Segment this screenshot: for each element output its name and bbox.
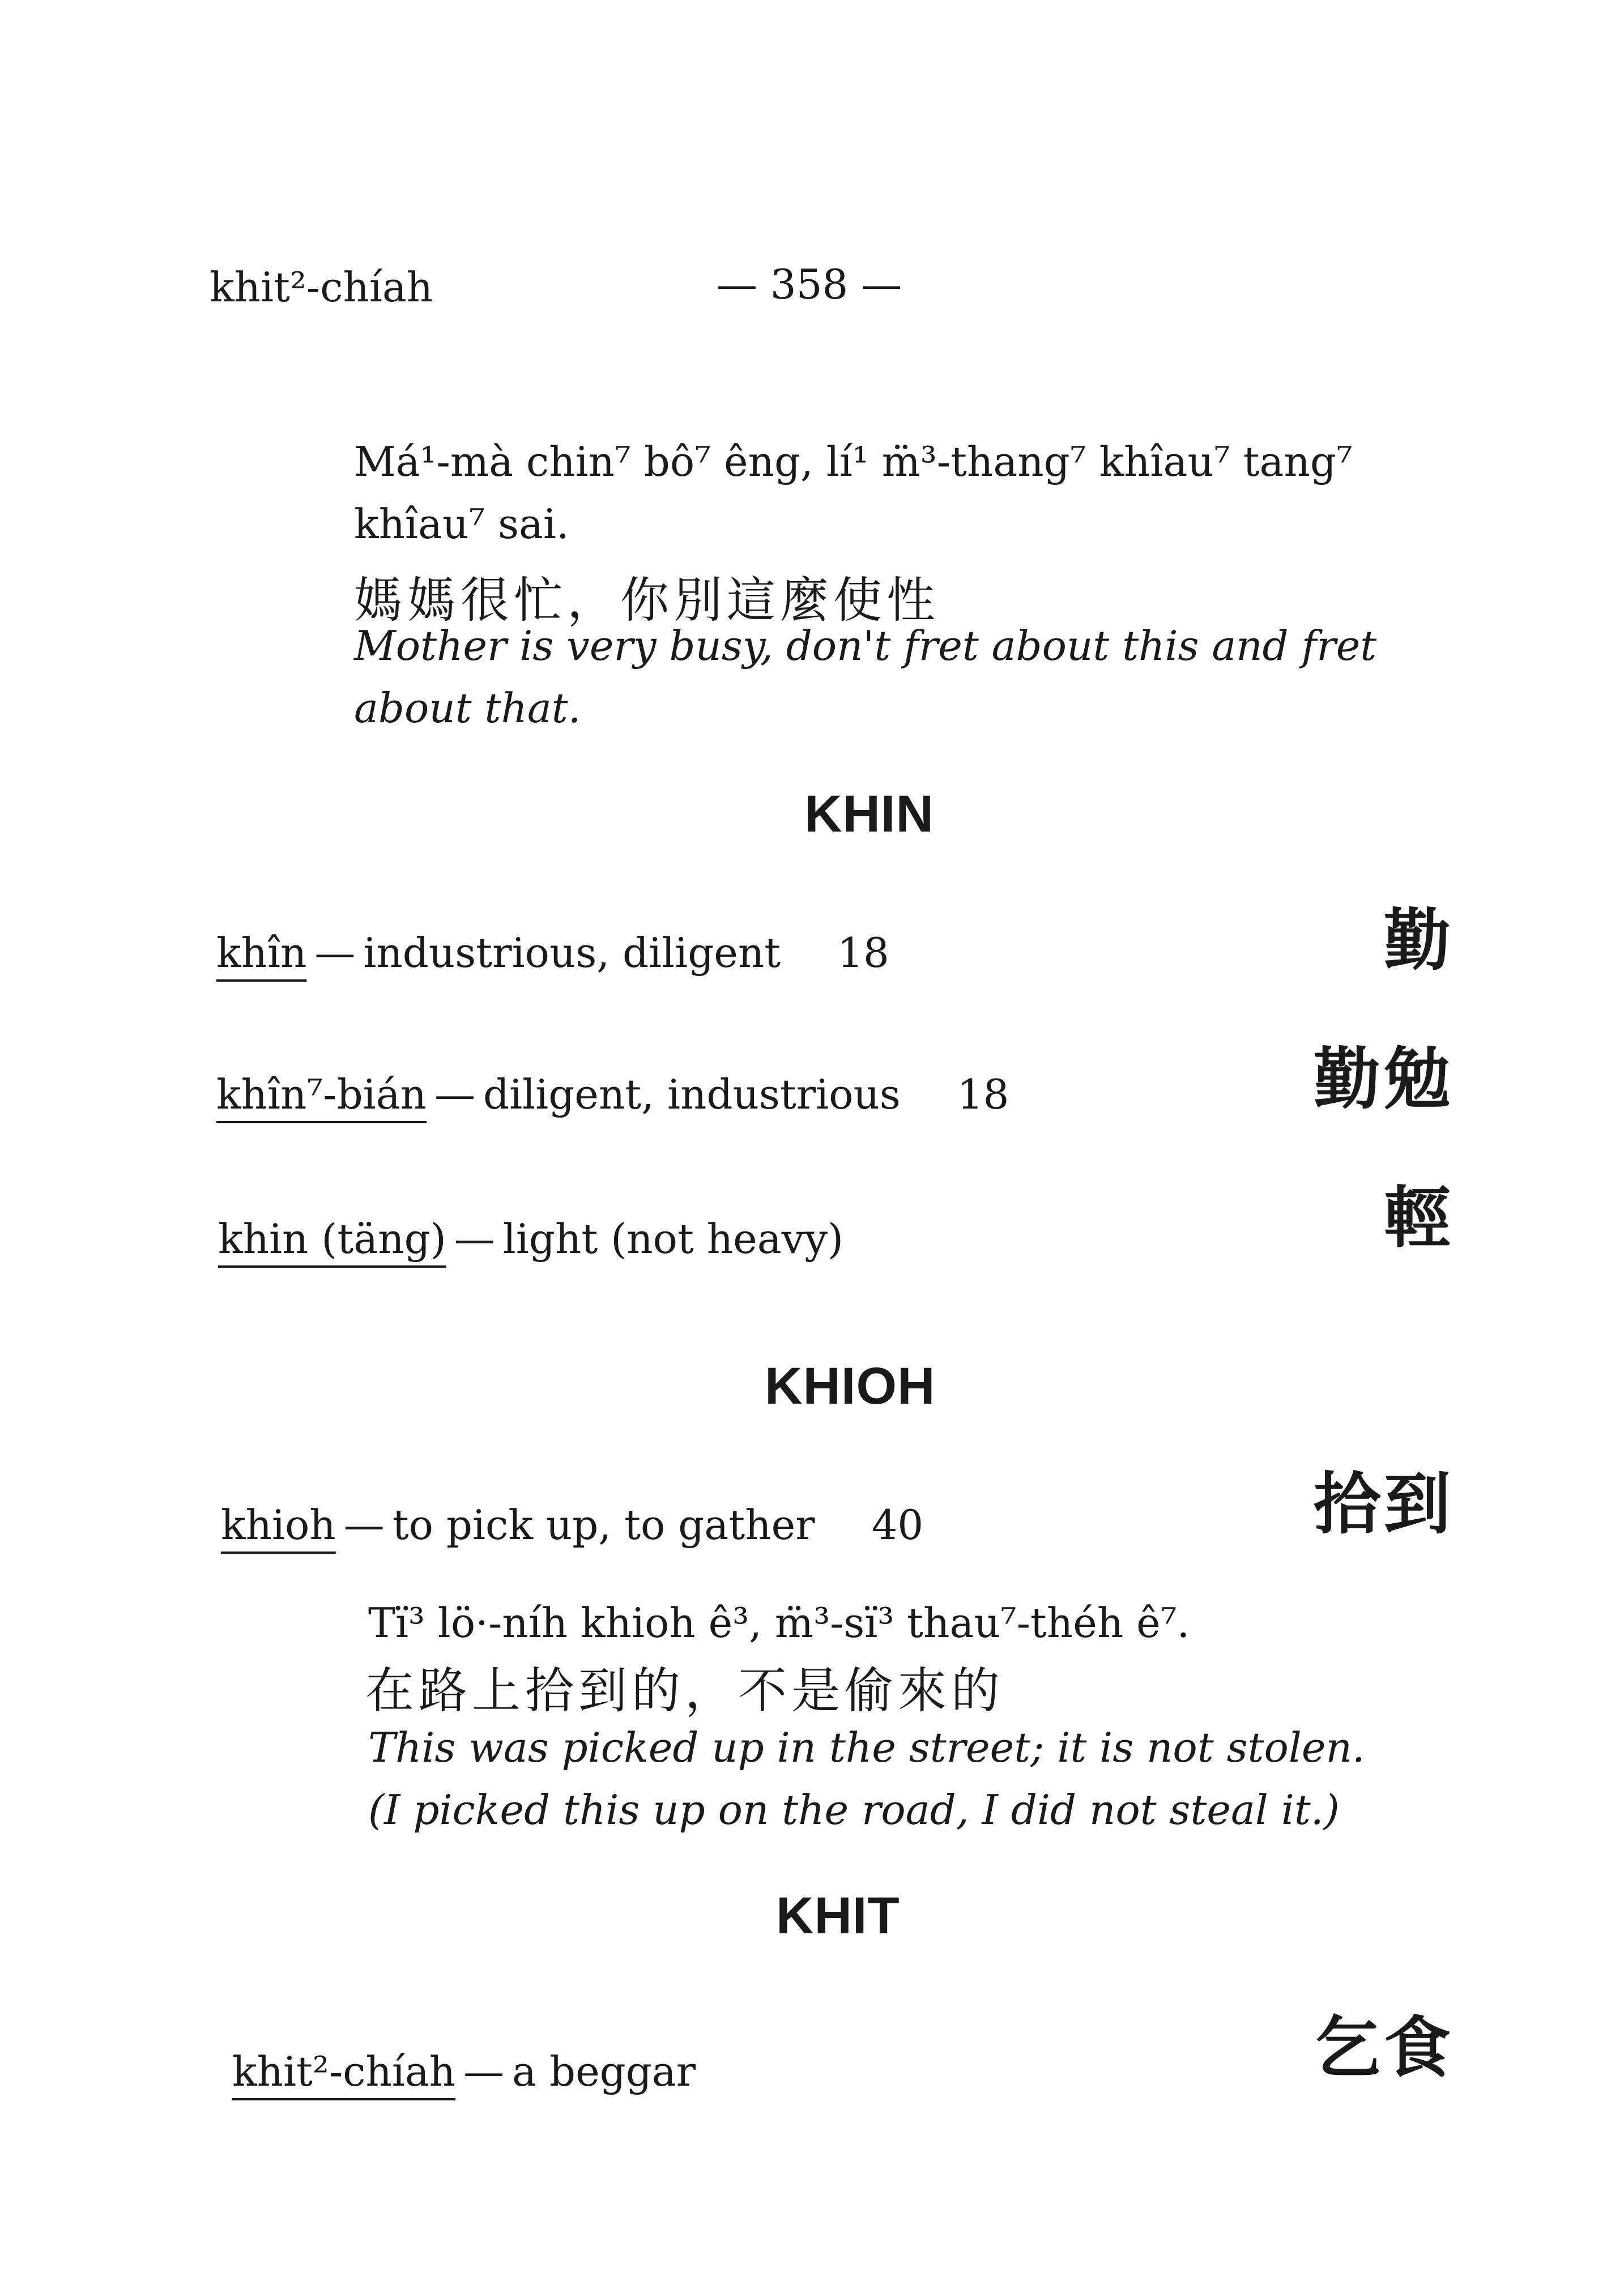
meaning: light (not heavy) bbox=[502, 1215, 844, 1263]
meaning: diligent, industrious bbox=[483, 1071, 901, 1118]
entry-characters: 乞食 bbox=[1313, 2009, 1454, 2087]
head-word: khîn bbox=[216, 929, 307, 977]
continued-example-romanized bbox=[354, 431, 1353, 555]
romanized-line: Má¹-mà chin⁷ bô⁷ êng, lí¹ m̈³-thang⁷ khîau⁷ tang⁷ bbox=[354, 438, 1353, 485]
head-word: khit²-chíah bbox=[232, 2048, 456, 2095]
entry-characters: 輕 bbox=[1383, 1179, 1454, 1257]
reference-number: 40 bbox=[871, 1501, 924, 1549]
section-heading-khin: KHIN bbox=[804, 785, 934, 843]
separator: — bbox=[463, 2048, 505, 2095]
head-word: khîn⁷-bián bbox=[216, 1071, 427, 1118]
separator: — bbox=[343, 1501, 385, 1549]
separator: — bbox=[314, 929, 356, 977]
meaning: to pick up, to gather bbox=[392, 1501, 815, 1549]
gloss-line: Mother is very busy, don't fret about this and fret bbox=[354, 622, 1377, 670]
head-word: khioh bbox=[221, 1501, 336, 1549]
gloss-line: (I picked this up on the road, I did not steal it.) bbox=[368, 1786, 1340, 1834]
dictionary-entry bbox=[216, 929, 889, 977]
example-chinese: 在路上拾到的，不是偷來的 bbox=[365, 1663, 1004, 1719]
gloss-line: This was picked up in the street; it is not stolen. bbox=[368, 1724, 1365, 1771]
continued-example-chinese: 媽媽很忙，你別這麼使性 bbox=[354, 572, 940, 629]
example-romanized: Tï³ lö·-níh khioh ê³, m̈³-sï³ thau⁷-théh ê⁷. bbox=[368, 1599, 1190, 1647]
entry-characters: 勤 bbox=[1383, 901, 1454, 979]
separator: — bbox=[454, 1215, 495, 1263]
meaning: industrious, diligent bbox=[363, 929, 781, 977]
example-english bbox=[368, 1716, 1365, 1841]
section-heading-khit: KHIT bbox=[776, 1887, 900, 1945]
section-heading-khioh: KHIOH bbox=[765, 1357, 936, 1415]
entry-characters: 拾到 bbox=[1313, 1465, 1454, 1543]
reference-number: 18 bbox=[957, 1071, 1009, 1118]
dictionary-entry bbox=[221, 1501, 923, 1549]
meaning: a beggar bbox=[512, 2048, 696, 2095]
gloss-line: about that. bbox=[354, 684, 581, 732]
head-word: khin (täng) bbox=[218, 1215, 446, 1263]
separator: — bbox=[434, 1071, 476, 1118]
reference-number: 18 bbox=[837, 929, 889, 977]
romanized-line: khîau⁷ sai. bbox=[354, 500, 569, 548]
page-number: — 358 — bbox=[717, 261, 902, 308]
dictionary-entry bbox=[232, 2048, 696, 2095]
dictionary-entry bbox=[216, 1071, 1009, 1118]
entry-characters: 勤勉 bbox=[1313, 1040, 1454, 1118]
running-head-left: khit²-chíah bbox=[210, 263, 433, 311]
dictionary-entry bbox=[218, 1215, 843, 1263]
continued-example-english bbox=[354, 615, 1376, 739]
